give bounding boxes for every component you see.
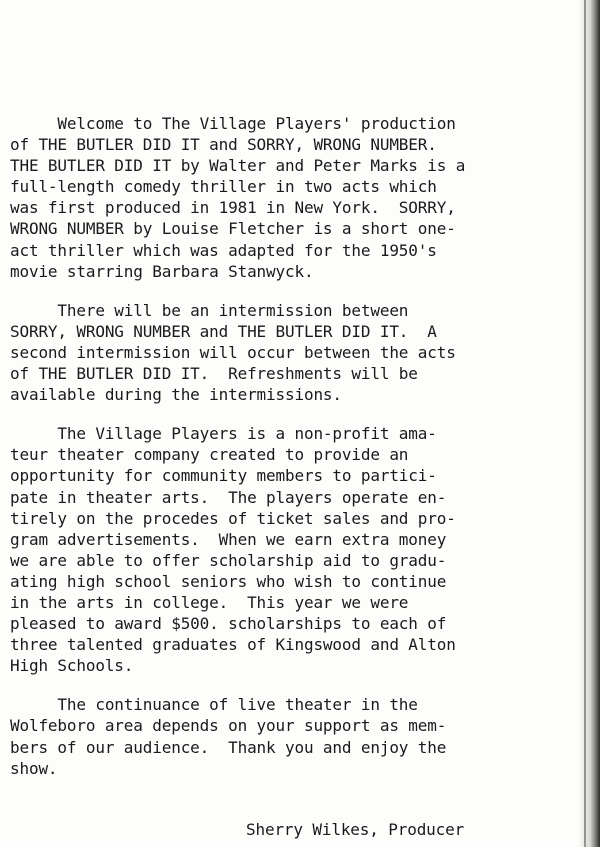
text-line: we are able to offer scholarship aid to gradu- xyxy=(10,550,447,570)
text-line: WRONG NUMBER by Louise Fletcher is a short one- xyxy=(10,219,456,239)
text-line: There will be an intermission between xyxy=(10,300,409,320)
paragraph-gap xyxy=(10,405,510,423)
text-line: The Village Players is a non-profit ama- xyxy=(10,424,437,444)
text-line: act thriller which was adapted for the 1950's xyxy=(10,240,437,260)
paragraph-welcome xyxy=(10,113,510,282)
paragraph-about xyxy=(10,423,510,676)
text-line: High Schools. xyxy=(10,656,134,676)
text-line: pate in theater arts. The players operate en- xyxy=(10,487,447,507)
text-line: in the arts in college. This year we were xyxy=(10,592,409,612)
letter-body xyxy=(10,113,510,779)
text-line: tirely on the procedes of ticket sales and pro- xyxy=(10,508,456,528)
text-line: full-length comedy thriller in two acts which xyxy=(10,177,437,197)
text-line: Welcome to The Village Players' production xyxy=(10,114,456,133)
text-line: was first produced in 1981 in New York. SORRY, xyxy=(10,198,456,218)
text-line: available during the intermissions. xyxy=(10,385,342,405)
paragraph-closing xyxy=(10,694,510,778)
text-line: of THE BUTLER DID IT and SORRY, WRONG NUMBER. xyxy=(10,135,437,155)
text-line: pleased to award $500. scholarships to each of xyxy=(10,614,447,634)
page-edge-line xyxy=(584,0,586,847)
text-line: second intermission will occur between the acts xyxy=(10,342,456,362)
signature: Sherry Wilkes, Producer xyxy=(246,820,465,839)
text-line: of THE BUTLER DID IT. Refreshments will be xyxy=(10,364,418,384)
text-line: movie starring Barbara Stanwyck. xyxy=(10,261,314,281)
text-line: SORRY, WRONG NUMBER and THE BUTLER DID IT. A xyxy=(10,321,437,341)
text-line: The continuance of live theater in the xyxy=(10,695,418,715)
page-edge-shadow xyxy=(578,0,600,847)
text-line: Wolfeboro area depends on your support as mem- xyxy=(10,716,447,736)
text-line: show. xyxy=(10,758,58,778)
text-line: three talented graduates of Kingswood and Alton xyxy=(10,635,456,655)
text-line: bers of our audience. Thank you and enjoy the xyxy=(10,737,447,757)
paragraph-gap xyxy=(10,676,510,694)
text-line: gram advertisements. When we earn extra money xyxy=(10,529,447,549)
paragraph-gap xyxy=(10,282,510,300)
text-line: THE BUTLER DID IT by Walter and Peter Marks is a xyxy=(10,156,466,176)
paragraph-intermission xyxy=(10,300,510,405)
text-line: teur theater company created to provide an xyxy=(10,445,409,465)
text-line: opportunity for community members to partici- xyxy=(10,466,437,486)
text-line: ating high school seniors who wish to continue xyxy=(10,571,447,591)
